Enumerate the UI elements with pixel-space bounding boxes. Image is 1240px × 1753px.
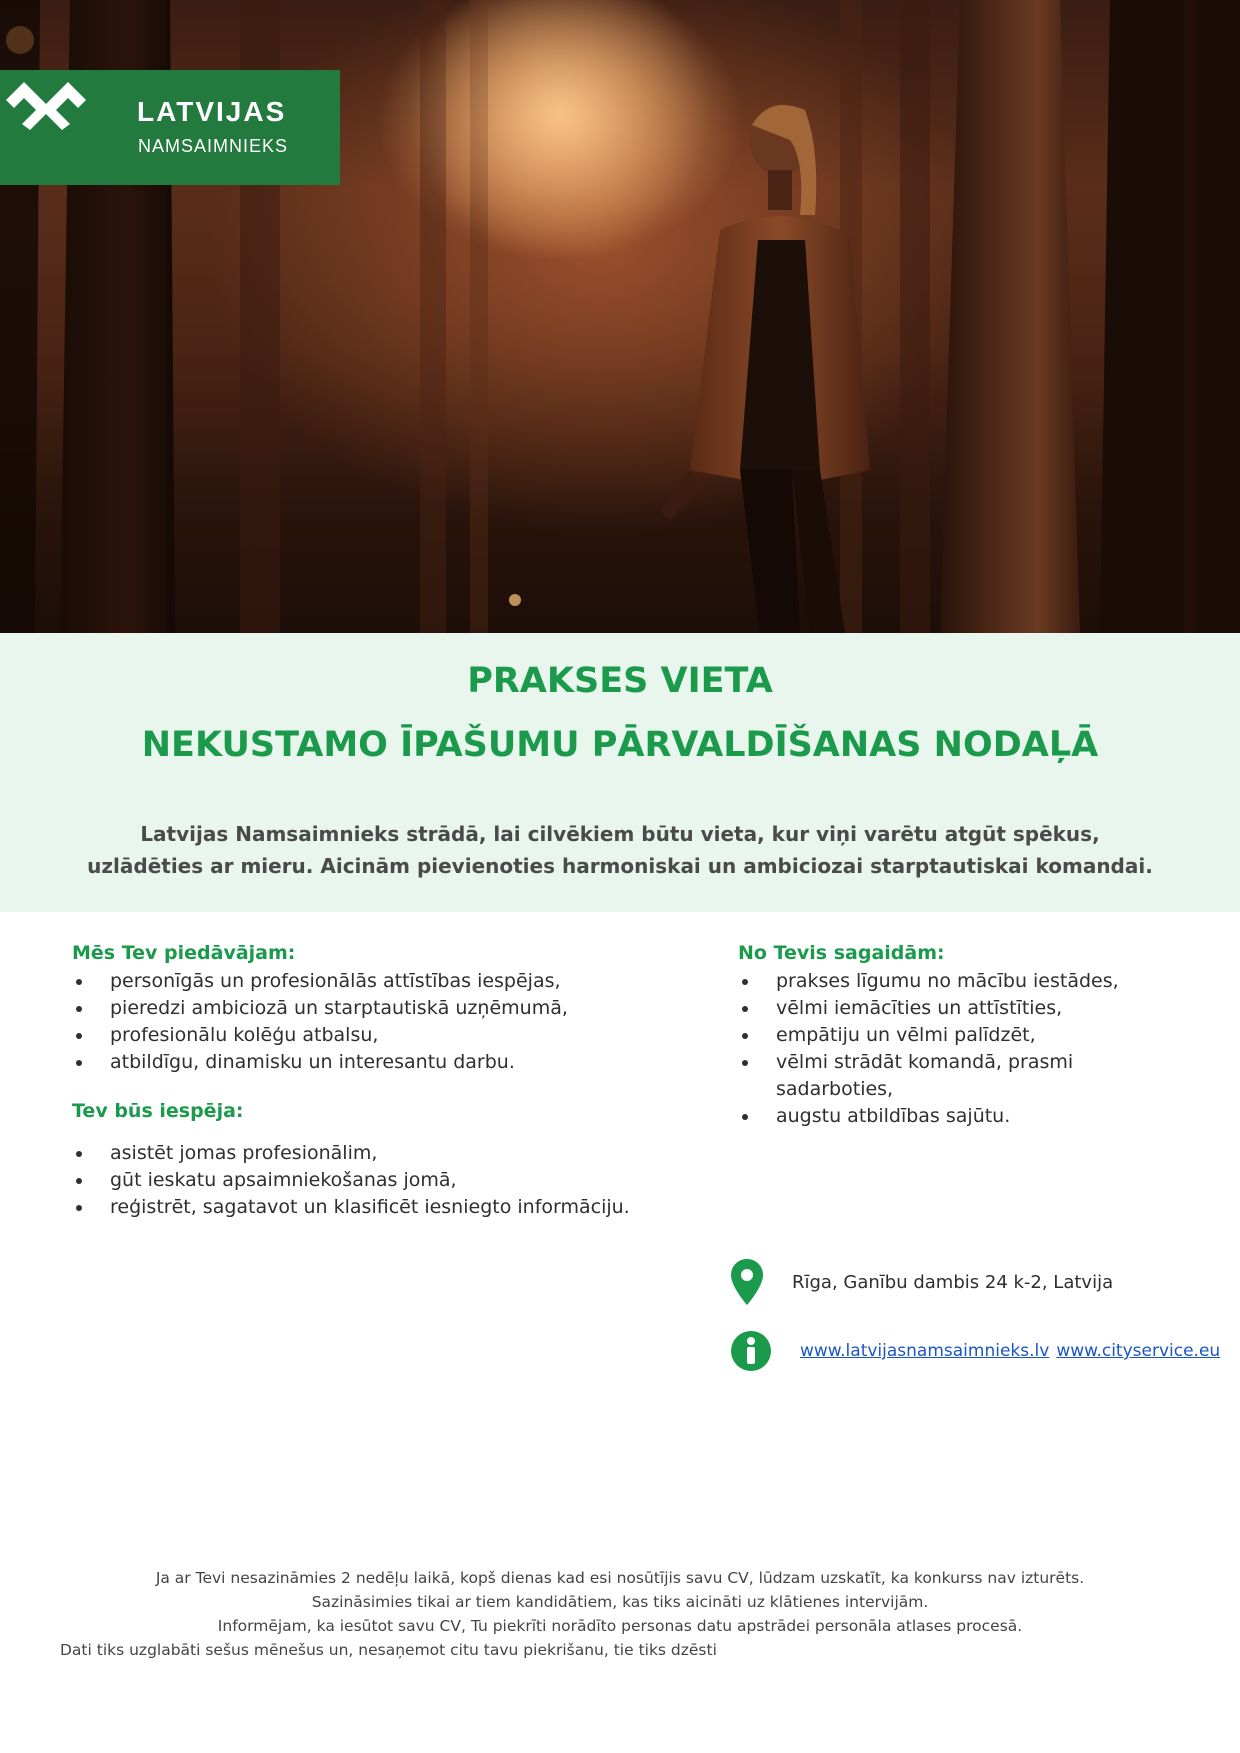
footer-line-4: Dati tiks uzglabāti sešus mēnešus un, nesaņemot citu tavu piekrišanu, tie tiks dzēsti bbox=[60, 1641, 717, 1659]
list-item: empātiju un vēlmi palīdzēt, bbox=[738, 1022, 1218, 1049]
web-row bbox=[730, 1330, 1220, 1372]
page-subtitle: NEKUSTAMO ĪPAŠUMU PĀRVALDĪŠANAS NODAĻĀ bbox=[141, 725, 1099, 765]
list-item: gūt ieskatu apsaimniekošanas jomā, bbox=[72, 1167, 652, 1194]
list-item: prakses līgumu no mācību iestādes, bbox=[738, 968, 1218, 995]
intro-line-1: Latvijas Namsaimnieks strādā, lai cilvēkiem būtu vieta, kur viņi varētu atgūt spēkus, bbox=[140, 822, 1100, 846]
footer-line-2: Sazināsimies tikai ar tiem kandidātiem, kas tiks aicināti uz klātienes intervijām. bbox=[311, 1593, 929, 1611]
hero-photo bbox=[0, 0, 1240, 633]
intro-line-2: uzlādēties ar mieru. Aicinām pievienoties harmoniskai un ambiciozai starptautiskai komandai. bbox=[87, 854, 1153, 878]
right-column bbox=[738, 940, 1218, 1130]
woman-figure bbox=[660, 104, 870, 633]
address-text: Rīga, Ganību dambis 24 k-2, Latvija bbox=[792, 1271, 1114, 1293]
info-icon bbox=[730, 1330, 772, 1372]
list-item: augstu atbildības sajūtu. bbox=[738, 1103, 1218, 1130]
list-item: personīgās un profesionālās attīstības iespējas, bbox=[72, 968, 652, 995]
list-item: asistēt jomas profesionālim, bbox=[72, 1140, 652, 1167]
intro-band bbox=[0, 633, 1240, 912]
left-column bbox=[72, 940, 652, 1221]
list-item: vēlmi iemācīties un attīstīties, bbox=[738, 995, 1218, 1022]
list-item: atbildīgu, dinamisku un interesantu darbu. bbox=[72, 1049, 652, 1076]
offer-list bbox=[72, 968, 652, 1076]
list-item: vēlmi strādāt komandā, prasmi sadarboties, bbox=[738, 1049, 1096, 1103]
website-link-cityservice[interactable]: www.cityservice.eu bbox=[1056, 1341, 1221, 1361]
expect-list bbox=[738, 968, 1218, 1130]
list-item: profesionālu kolēģu atbalsu, bbox=[72, 1022, 652, 1049]
opportunity-list bbox=[72, 1140, 652, 1221]
logo bbox=[0, 70, 340, 185]
web-links bbox=[800, 1341, 1220, 1361]
location-pin-icon bbox=[730, 1258, 764, 1306]
intro-text bbox=[40, 818, 1200, 882]
expect-heading: No Tevis sagaidām: bbox=[738, 942, 945, 964]
website-link-latvijasnamsaimnieks[interactable]: www.latvijasnamsaimnieks.lv bbox=[800, 1341, 1050, 1361]
opportunity-heading: Tev būs iespēja: bbox=[72, 1100, 244, 1122]
footer-line-3: Informējam, ka iesūtot savu CV, Tu piekrīti norādīto personas datu apstrādei personāla atlases procesā. bbox=[217, 1617, 1023, 1635]
logo-line2: NAMSAIMNIEKS bbox=[138, 136, 289, 156]
list-item: pieredzi ambiciozā un starptautiskā uzņēmumā, bbox=[72, 995, 652, 1022]
footer-disclaimer bbox=[60, 1566, 1180, 1662]
offer-heading: Mēs Tev piedāvājam: bbox=[72, 942, 296, 964]
logo-line1: LATVIJAS bbox=[137, 96, 287, 127]
page-title: PRAKSES VIETA bbox=[467, 661, 773, 701]
list-item: reģistrēt, sagatavot un klasificēt iesniegto informāciju. bbox=[72, 1194, 652, 1221]
footer-line-1: Ja ar Tevi nesazināmies 2 nedēļu laikā, kopš dienas kad esi nosūtījis savu CV, lūdzam uzskatīt, ka konkurss nav izturēts. bbox=[155, 1569, 1085, 1587]
logo-mark-icon bbox=[0, 70, 92, 130]
address-row bbox=[730, 1258, 1113, 1306]
